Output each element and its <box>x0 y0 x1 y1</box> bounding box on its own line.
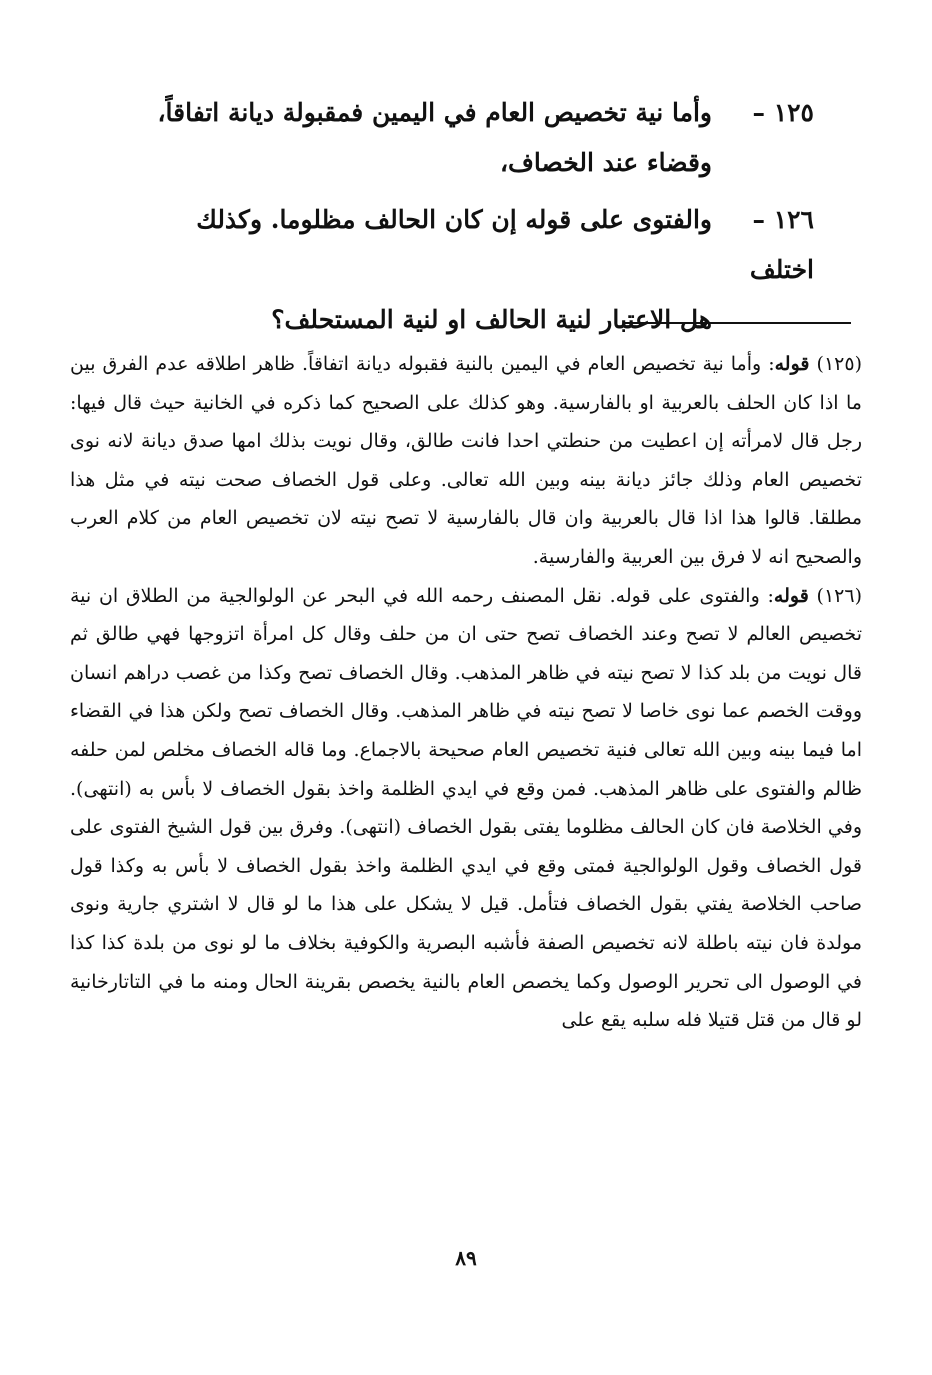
verse-125-line-2: وقضاء عند الخصاف، <box>499 148 712 177</box>
note-125-ref: (١٢٥) <box>816 353 862 375</box>
verse-125-line-1: وأما نية تخصيص العام في اليمين فمقبولة ديانة اتفاقاً، <box>157 98 712 127</box>
note-126 <box>70 577 862 1040</box>
verse-125 <box>124 88 814 188</box>
verse-126-number: ١٢٦ – <box>752 205 814 234</box>
verse-126-line-2: هل الاعتبار لنية الحالف او لنية المستحلف؟ <box>271 305 712 334</box>
verse-125-number: ١٢٥ – <box>752 98 814 127</box>
note-125-label: قوله <box>774 353 810 375</box>
note-126-text: : والفتوى على قوله. نقل المصنف رحمه الله في البحر عن الولوالجية من الطلاق ان نية تخصيص العالم لا تصح وعند الخصاف تصح حتى ان من حلف وقال كل امرأة اتزوجها فهي طالق ثم قال نويت من بلد كذا لا تصح نيته في ظاهر المذهب. وقال الخصاف تصح وكذا من غصب دراهم انسان ووقت الخصم عما نوى خاصا لا تصح نيته في ظاهر المذهب. وقال الخصاف تصح ولكن هذا في القضاء اما فيما بينه وبين الله تعالى فنية تخصيص العام صحيحة بالاجماع. وما قاله الخصاف مخلص لمن حلفه ظالم والفتوى على ظاهر المذهب. فمن وقع في ايدي الظلمة واخذ بقول الخصاف لا بأس به (انتهى). وفي الخلاصة فان كان الحالف مظلوما يفتى بقول الخصاف (انتهى). وفرق بين قول الشيخ الفتوى على قول الخصاف وقول الولوالجية فمتى وقع في ايدي الظلمة واخذ بقول الخصاف لا بأس به وكذا قول صاحب الخلاصة يفتي بقول الخصاف فتأمل. قيل لا يشكل على هذا ما لو قال لا اشتري جارية ونوى مولدة فان نيته باطلة لانه تخصيص الصفة فأشبه البصرية والكوفية بخلاف ما لو نوى من بلدة كذا كذا في الوصول الى تحرير الوصول وكما يخصص العام بالنية يخصص بقرينة الحال ومنه ما في التاتارخانية لو قال من قتل قتيلا فله سلبه يقع على <box>70 584 862 1032</box>
commentary <box>70 345 862 1040</box>
note-126-ref: (١٢٦) <box>816 584 862 607</box>
footnote-separator <box>625 322 851 324</box>
note-125 <box>70 345 862 577</box>
page-number: ٨٩ <box>455 1246 477 1270</box>
note-126-label: قوله <box>773 584 809 607</box>
verse-126-line-1: والفتوى على قوله إن كان الحالف مظلوما. وكذلك اختلف <box>196 205 814 284</box>
note-125-text: : وأما نية تخصيص العام في اليمين بالنية فقبوله ديانة اتفاقاً. ظاهر اطلاقه عدم الفرق بين ما اذا كان الحلف بالعربية او بالفارسية. وهو كذلك على الصحيح كما ذكره في الخانية حيث قال فيها: رجل قال لامرأته إن اعطيت من حنطتي احدا فانت طالق، وقال نويت بذلك امها صدق ديانة لانه نوى تخصيص العام وذلك جائز ديانة بينه وبين الله تعالى. وعلى قول الخصاف صحت نيته في مثل هذا مطلقا. قالوا هذا اذا قال بالعربية وان قال بالفارسية لا تصح نيته لان تخصيص العام من كلام العرب والصحيح انه لا فرق بين العربية والفارسية. <box>70 353 862 568</box>
